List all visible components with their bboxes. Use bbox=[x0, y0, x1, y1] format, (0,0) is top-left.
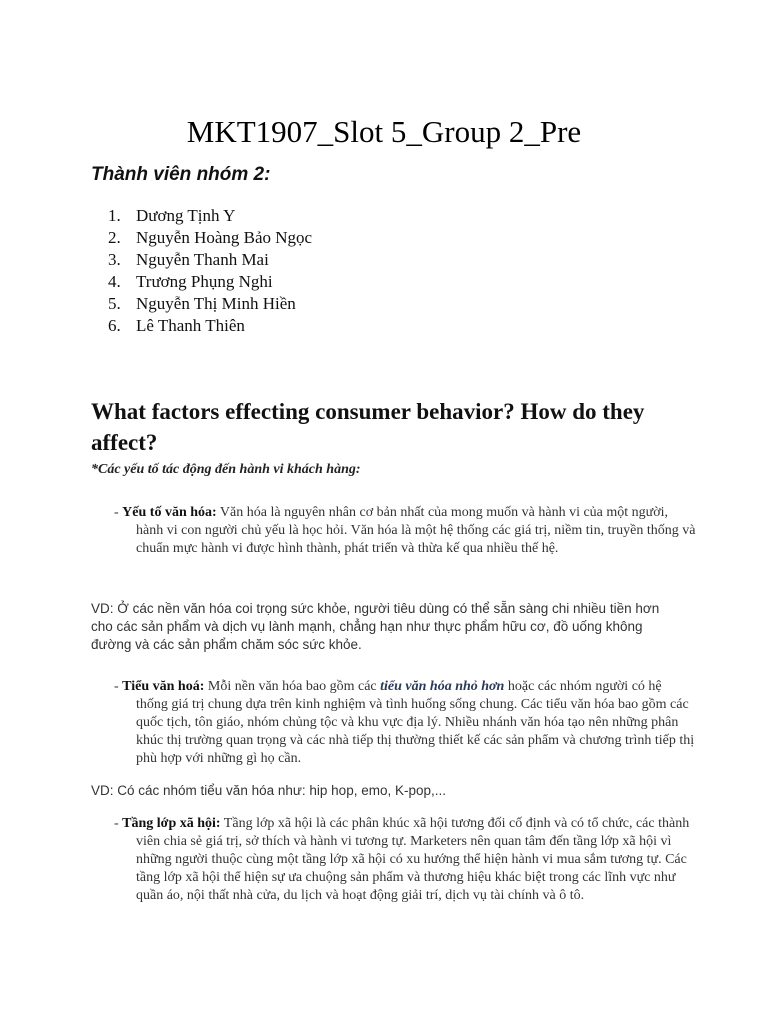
bullet-term: Yếu tố văn hóa: bbox=[122, 505, 217, 520]
bullet-dash: - bbox=[114, 816, 123, 831]
bullet-text: Văn hóa là nguyên nhân cơ bản nhất của mong muốn và hành vi của một người, hành vi con người chủ yếu là học hỏi. Văn hóa là một hệ thống các giá trị, niềm tin, truyền thống và chuẩn mực hành vi được hình thành, phát triển và thừa kế qua nhiều thế hệ. bbox=[136, 505, 696, 556]
member-name: Dương Tịnh Y bbox=[136, 206, 236, 225]
members-heading: Thành viên nhóm 2: bbox=[91, 164, 271, 185]
bullet-dash: - bbox=[114, 679, 123, 694]
bullet-text: Tầng lớp xã hội là các phân khúc xã hội tương đối cố định và có tổ chức, các thành viên chia sẻ giá trị, sở thích và hành vi tương tự. Marketers nên quan tâm đến tầng lớp xã hội vì những người thuộc cùng một tầng lớp xã hội có xu hướng thể hiện hành vi mua sắm tương tự. Các tầng lớp xã hội thể hiện sự ưa chuộng sản phẩm và thương hiệu khác biệt trong các lĩnh vực như quần áo, nội thất nhà cửa, du lịch và hoạt động giải trí, dịch vụ tài chính và ô tô. bbox=[136, 816, 690, 903]
bullet-text: hoặc các nhóm người có hệ thống giá trị chung dựa trên kinh nghiệm và tình huống sống chung. Các tiểu văn hóa bao gồm các quốc tịch, tôn giáo, nhóm chủng tộc và khu vực địa lý. Nhiều nhánh văn hóa tạo nên những phân khúc thị trường quan trọng và các nhà tiếp thị thường thiết kế các sản phẩm và chương trình tiếp thị phù hợp với những gì họ cần. bbox=[136, 679, 695, 766]
bullet-subculture bbox=[114, 678, 696, 768]
member-number: 1. bbox=[108, 206, 121, 225]
member-item bbox=[108, 315, 312, 337]
member-item bbox=[108, 227, 312, 249]
member-name: Lê Thanh Thiên bbox=[136, 316, 245, 335]
member-name: Trương Phụng Nghi bbox=[136, 272, 273, 291]
member-name: Nguyễn Thanh Mai bbox=[136, 250, 269, 269]
member-number: 2. bbox=[108, 228, 121, 247]
member-number: 3. bbox=[108, 250, 121, 269]
bullet-term: Tiểu văn hoá: bbox=[122, 679, 205, 694]
member-item bbox=[108, 271, 312, 293]
bullet-text: Mỗi nền văn hóa bao gồm các bbox=[204, 679, 381, 694]
member-item bbox=[108, 205, 312, 227]
example-paragraph: VD: Có các nhóm tiểu văn hóa như: hip hop, emo, K-pop,... bbox=[91, 783, 446, 798]
bullet-emphasis: tiểu văn hóa nhỏ hơn bbox=[380, 679, 505, 694]
member-name: Nguyễn Hoàng Bảo Ngọc bbox=[136, 228, 313, 247]
document-title: MKT1907_Slot 5_Group 2_Pre bbox=[186, 114, 582, 149]
example-paragraph: VD: Ở các nền văn hóa coi trọng sức khỏe, người tiêu dùng có thể sẵn sàng chi nhiều tiền hơn cho các sản phẩm và dịch vụ lành mạnh, chẳng hạn như thực phẩm hữu cơ, đồ uống không đường và các sản phẩm chăm sóc sức khỏe. bbox=[91, 601, 660, 652]
member-item bbox=[108, 249, 312, 271]
factors-intro: *Các yếu tố tác động đến hành vi khách hàng: bbox=[91, 462, 361, 477]
bullet-dash: - bbox=[114, 505, 123, 520]
member-number: 4. bbox=[108, 272, 121, 291]
member-item bbox=[108, 293, 312, 315]
bullet-cultural-factor bbox=[114, 504, 696, 558]
member-name: Nguyễn Thị Minh Hiền bbox=[136, 294, 296, 313]
member-number: 6. bbox=[108, 316, 121, 335]
members-list bbox=[108, 205, 312, 337]
bullet-term: Tầng lớp xã hội: bbox=[122, 816, 221, 831]
section-question-heading: What factors effecting consumer behavior? How do they affect? bbox=[91, 399, 645, 455]
bullet-social-class bbox=[114, 815, 696, 905]
member-number: 5. bbox=[108, 294, 121, 313]
